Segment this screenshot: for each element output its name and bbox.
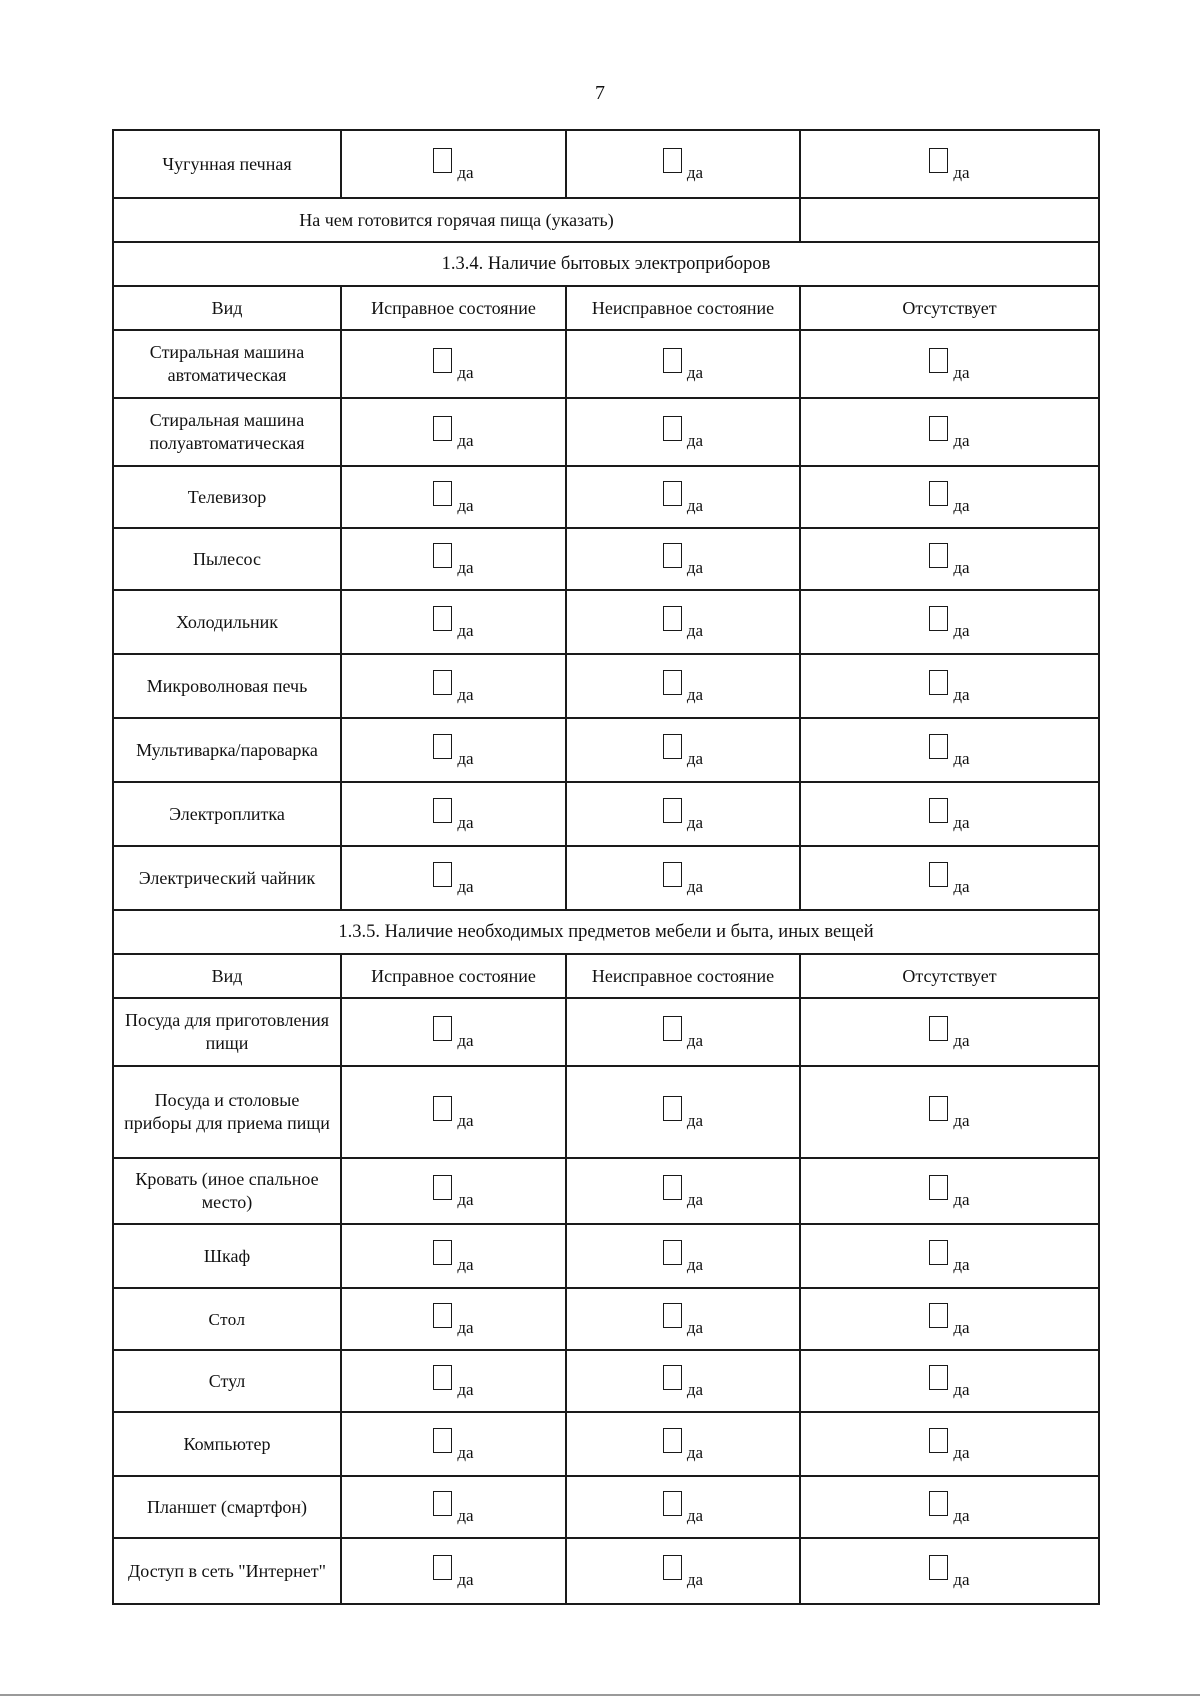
checkbox-label: да: [953, 876, 970, 896]
cell-checkbox: [800, 590, 1099, 654]
checkbox-label: да: [457, 1505, 474, 1525]
cell-checkbox: [800, 1476, 1099, 1538]
cell-checkbox: [800, 846, 1099, 910]
checkbox-label: да: [457, 1569, 474, 1589]
checkbox[interactable]: [433, 348, 452, 373]
cell-checkbox: [566, 1224, 800, 1288]
checkbox[interactable]: [433, 1303, 452, 1328]
checkbox[interactable]: [433, 1491, 452, 1516]
cell-checkbox: [341, 1538, 566, 1604]
cell-checkbox: [800, 1158, 1099, 1224]
row-label: Телевизор: [113, 466, 341, 528]
row-label: Микроволновая печь: [113, 654, 341, 718]
row-label: Стол: [113, 1288, 341, 1350]
cell-checkbox: [341, 1158, 566, 1224]
cell-checkbox: [341, 1412, 566, 1476]
cell-checkbox: [341, 998, 566, 1066]
checkbox-label: да: [686, 1505, 704, 1525]
appliances-row: [113, 466, 1099, 528]
furniture-row: [113, 1158, 1099, 1224]
appliances-row: [113, 846, 1099, 910]
furniture-row: [113, 1066, 1099, 1158]
checkbox[interactable]: [663, 734, 682, 759]
checkbox-label: да: [457, 620, 474, 640]
appliances-row: [113, 782, 1099, 846]
cell-checkbox: [341, 1224, 566, 1288]
checkbox[interactable]: [929, 543, 948, 568]
checkbox-label: да: [457, 812, 474, 832]
cell-checkbox: [800, 782, 1099, 846]
appliances-row: [113, 330, 1099, 398]
row-label: Чугунная печная: [113, 130, 341, 198]
checkbox-label: да: [686, 812, 704, 832]
checkbox[interactable]: [433, 798, 452, 823]
checkbox[interactable]: [929, 734, 948, 759]
cell-checkbox: [566, 998, 800, 1066]
cell-checkbox: [566, 1350, 800, 1412]
checkbox[interactable]: [929, 416, 948, 441]
checkbox[interactable]: [663, 1491, 682, 1516]
checkbox[interactable]: [663, 1016, 682, 1041]
checkbox-label: да: [953, 684, 970, 704]
checkbox[interactable]: [929, 1491, 948, 1516]
checkbox-label: да: [953, 430, 970, 450]
checkbox[interactable]: [929, 1240, 948, 1265]
furniture-row: [113, 1412, 1099, 1476]
checkbox-label: да: [686, 1030, 704, 1050]
checkbox-label: да: [686, 620, 704, 640]
cell-checkbox: [800, 1066, 1099, 1158]
checkbox-label: да: [686, 162, 704, 182]
checkbox-label: да: [457, 557, 474, 577]
cell-checkbox: [566, 782, 800, 846]
checkbox-label: да: [457, 876, 474, 896]
cell-checkbox: [800, 654, 1099, 718]
furniture-section-title: 1.3.5. Наличие необходимых предметов мебели и быта, иных вещей: [113, 910, 1099, 954]
checkbox-label: да: [686, 1254, 704, 1274]
checkbox[interactable]: [929, 670, 948, 695]
cooking-answer-field[interactable]: [800, 198, 1099, 242]
cell-checkbox: [566, 654, 800, 718]
checkbox[interactable]: [663, 1555, 682, 1580]
checkbox-label: да: [457, 162, 474, 182]
checkbox[interactable]: [663, 543, 682, 568]
furniture-row: [113, 1476, 1099, 1538]
row-label: Планшет (смартфон): [113, 1476, 341, 1538]
checkbox[interactable]: [663, 148, 682, 173]
checkbox-label: да: [457, 1030, 474, 1050]
checkbox-label: да: [686, 1110, 704, 1130]
cell-checkbox: [800, 1224, 1099, 1288]
appliances-column-header: Вид: [113, 286, 341, 330]
furniture-section-title-row: [113, 910, 1099, 954]
cell-checkbox: [341, 398, 566, 466]
cell-checkbox: [800, 130, 1099, 198]
row-label: Стиральная машина полуавтоматическая: [113, 398, 341, 466]
checkbox-label: да: [686, 1189, 704, 1209]
appliances-header-row: [113, 286, 1099, 330]
row-label: Мультиварка/пароварка: [113, 718, 341, 782]
checkbox-label: да: [686, 557, 704, 577]
checkbox[interactable]: [433, 606, 452, 631]
checkbox[interactable]: [663, 1365, 682, 1390]
cell-checkbox: [341, 1288, 566, 1350]
row-label: Электроплитка: [113, 782, 341, 846]
checkbox[interactable]: [929, 1303, 948, 1328]
checkbox[interactable]: [929, 481, 948, 506]
cell-checkbox: [566, 330, 800, 398]
checkbox-label: да: [457, 1189, 474, 1209]
row-stove: [113, 130, 1099, 198]
cell-checkbox: [341, 1350, 566, 1412]
appliances-row: [113, 528, 1099, 590]
page-number: 7: [595, 82, 605, 104]
checkbox-label: да: [457, 430, 474, 450]
checkbox[interactable]: [433, 1555, 452, 1580]
checkbox-label: да: [953, 1569, 970, 1589]
checkbox-label: да: [686, 748, 704, 768]
row-label: Стиральная машина автоматическая: [113, 330, 341, 398]
checkbox[interactable]: [433, 1428, 452, 1453]
checkbox[interactable]: [663, 1096, 682, 1121]
checkbox[interactable]: [433, 670, 452, 695]
furniture-column-header: Неисправное состояние: [566, 954, 800, 998]
checkbox[interactable]: [433, 543, 452, 568]
checkbox[interactable]: [433, 1175, 452, 1200]
checkbox-label: да: [457, 1254, 474, 1274]
checkbox[interactable]: [433, 1240, 452, 1265]
checkbox[interactable]: [663, 1303, 682, 1328]
cell-checkbox: [566, 590, 800, 654]
checkbox[interactable]: [433, 416, 452, 441]
checkbox-label: да: [953, 362, 970, 382]
checkbox-label: да: [953, 495, 970, 515]
cell-checkbox: [800, 998, 1099, 1066]
checkbox-label: да: [953, 1505, 970, 1525]
checkbox[interactable]: [929, 1175, 948, 1200]
furniture-row: [113, 1350, 1099, 1412]
cell-checkbox: [800, 528, 1099, 590]
cell-checkbox: [566, 466, 800, 528]
checkbox[interactable]: [433, 734, 452, 759]
bottom-rule: [0, 1694, 1200, 1696]
checkbox-label: да: [686, 1317, 704, 1337]
appliances-section-title: 1.3.4. Наличие бытовых электроприборов: [113, 242, 1099, 286]
checkbox-label: да: [953, 812, 970, 832]
checkbox[interactable]: [929, 1016, 948, 1041]
checkbox-label: да: [686, 876, 704, 896]
checkbox-label: да: [457, 748, 474, 768]
checkbox[interactable]: [929, 348, 948, 373]
cell-checkbox: [800, 1350, 1099, 1412]
cell-checkbox: [341, 1476, 566, 1538]
furniture-row: [113, 1538, 1099, 1604]
checkbox[interactable]: [663, 348, 682, 373]
checkbox[interactable]: [433, 1096, 452, 1121]
inventory-form-table: [112, 129, 1100, 1605]
row-label: Электрический чайник: [113, 846, 341, 910]
row-label: Компьютер: [113, 1412, 341, 1476]
checkbox[interactable]: [929, 1096, 948, 1121]
row-label: Холодильник: [113, 590, 341, 654]
checkbox-label: да: [457, 1110, 474, 1130]
cell-checkbox: [566, 718, 800, 782]
checkbox-label: да: [686, 1442, 704, 1462]
checkbox[interactable]: [663, 798, 682, 823]
appliances-row: [113, 654, 1099, 718]
cell-checkbox: [566, 528, 800, 590]
checkbox[interactable]: [663, 670, 682, 695]
checkbox[interactable]: [433, 862, 452, 887]
cooking-question-label: На чем готовится горячая пища (указать): [113, 198, 800, 242]
checkbox[interactable]: [663, 416, 682, 441]
row-label: Доступ в сеть "Интернет": [113, 1538, 341, 1604]
checkbox[interactable]: [929, 1365, 948, 1390]
checkbox-label: да: [457, 362, 474, 382]
checkbox-label: да: [953, 1189, 970, 1209]
checkbox-label: да: [953, 620, 970, 640]
furniture-column-header: Отсутствует: [800, 954, 1099, 998]
appliances-row: [113, 398, 1099, 466]
row-cooking: [113, 198, 1099, 242]
cell-checkbox: [800, 330, 1099, 398]
checkbox-label: да: [686, 430, 704, 450]
furniture-row: [113, 998, 1099, 1066]
checkbox[interactable]: [929, 798, 948, 823]
checkbox-label: да: [686, 684, 704, 704]
checkbox[interactable]: [929, 148, 948, 173]
checkbox-label: да: [953, 1110, 970, 1130]
row-label: Посуда и столовые приборы для приема пищи: [113, 1066, 341, 1158]
checkbox[interactable]: [433, 1365, 452, 1390]
checkbox-label: да: [953, 1254, 970, 1274]
checkbox-label: да: [953, 1317, 970, 1337]
checkbox[interactable]: [929, 606, 948, 631]
checkbox[interactable]: [929, 1555, 948, 1580]
appliances-row: [113, 590, 1099, 654]
cell-checkbox: [800, 1288, 1099, 1350]
row-label: Кровать (иное спальное место): [113, 1158, 341, 1224]
checkbox[interactable]: [433, 148, 452, 173]
cell-checkbox: [341, 782, 566, 846]
appliances-column-header: Отсутствует: [800, 286, 1099, 330]
cell-checkbox: [341, 846, 566, 910]
checkbox[interactable]: [929, 862, 948, 887]
cell-checkbox: [566, 1288, 800, 1350]
checkbox[interactable]: [663, 862, 682, 887]
appliances-column-header: Исправное состояние: [341, 286, 566, 330]
row-label: Пылесос: [113, 528, 341, 590]
checkbox[interactable]: [433, 1016, 452, 1041]
checkbox-label: да: [686, 1569, 704, 1589]
cell-checkbox: [566, 130, 800, 198]
appliances-column-header: Неисправное состояние: [566, 286, 800, 330]
cell-checkbox: [800, 1412, 1099, 1476]
cell-checkbox: [566, 1538, 800, 1604]
furniture-header-row: [113, 954, 1099, 998]
checkbox-label: да: [953, 1442, 970, 1462]
checkbox[interactable]: [663, 1175, 682, 1200]
furniture-column-header: Вид: [113, 954, 341, 998]
checkbox-label: да: [953, 1030, 970, 1050]
cell-checkbox: [341, 590, 566, 654]
checkbox-label: да: [686, 1379, 704, 1399]
cell-checkbox: [800, 718, 1099, 782]
appliances-section-title-row: [113, 242, 1099, 286]
checkbox-label: да: [457, 1317, 474, 1337]
cell-checkbox: [341, 466, 566, 528]
checkbox-label: да: [457, 495, 474, 515]
row-label: Стул: [113, 1350, 341, 1412]
checkbox-label: да: [953, 162, 970, 182]
cell-checkbox: [341, 654, 566, 718]
furniture-column-header: Исправное состояние: [341, 954, 566, 998]
cell-checkbox: [566, 1066, 800, 1158]
checkbox-label: да: [686, 495, 704, 515]
checkbox[interactable]: [663, 606, 682, 631]
cell-checkbox: [341, 1066, 566, 1158]
checkbox-label: да: [686, 362, 704, 382]
cell-checkbox: [566, 1476, 800, 1538]
furniture-row: [113, 1224, 1099, 1288]
cell-checkbox: [566, 1158, 800, 1224]
checkbox[interactable]: [433, 481, 452, 506]
cell-checkbox: [341, 330, 566, 398]
row-label: Посуда для приготовления пищи: [113, 998, 341, 1066]
cell-checkbox: [341, 528, 566, 590]
appliances-row: [113, 718, 1099, 782]
checkbox[interactable]: [663, 1240, 682, 1265]
checkbox-label: да: [457, 1442, 474, 1462]
cell-checkbox: [341, 130, 566, 198]
cell-checkbox: [800, 466, 1099, 528]
cell-checkbox: [566, 398, 800, 466]
row-label: Шкаф: [113, 1224, 341, 1288]
checkbox-label: да: [953, 748, 970, 768]
checkbox[interactable]: [663, 481, 682, 506]
cell-checkbox: [566, 1412, 800, 1476]
cell-checkbox: [800, 1538, 1099, 1604]
checkbox[interactable]: [929, 1428, 948, 1453]
cell-checkbox: [800, 398, 1099, 466]
cell-checkbox: [566, 846, 800, 910]
checkbox[interactable]: [663, 1428, 682, 1453]
cell-checkbox: [341, 718, 566, 782]
checkbox-label: да: [457, 684, 474, 704]
checkbox-label: да: [457, 1379, 474, 1399]
checkbox-label: да: [953, 1379, 970, 1399]
checkbox-label: да: [953, 557, 970, 577]
furniture-row: [113, 1288, 1099, 1350]
